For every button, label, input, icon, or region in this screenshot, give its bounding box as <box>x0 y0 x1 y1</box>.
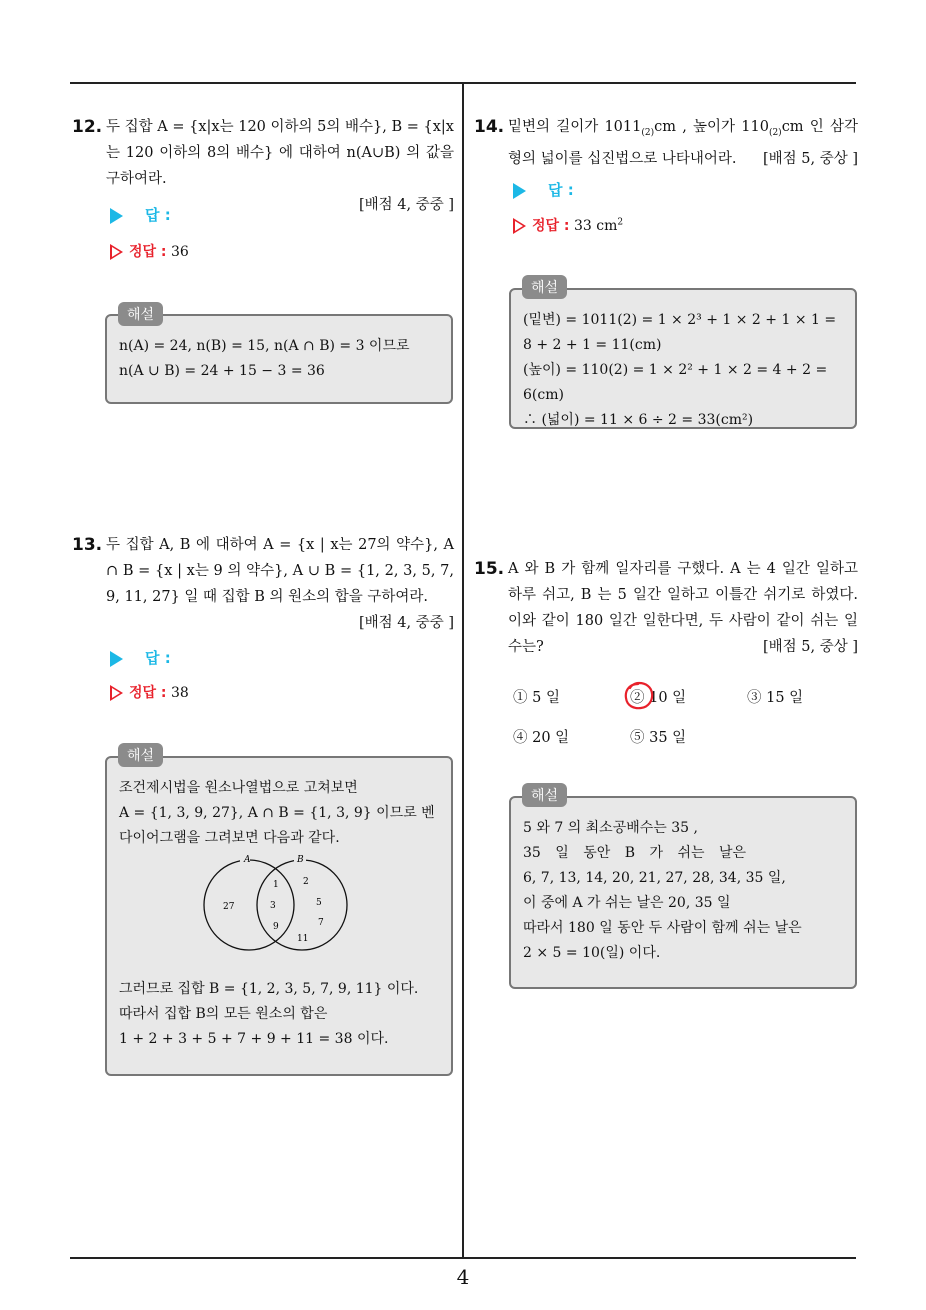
venn-label-a: A <box>244 855 251 865</box>
choice-5[interactable]: ⑤ 35 일 <box>630 730 687 746</box>
choice-4[interactable]: ④ 20 일 <box>513 730 570 746</box>
venn-only-a: 27 <box>223 902 235 912</box>
problem-meta: [배점 4, 중중 ] <box>358 197 454 213</box>
play-icon <box>110 651 123 667</box>
choice-1[interactable]: ① 5 일 <box>513 690 560 706</box>
solution-box: n(A) = 24, n(B) = 15, n(A ∩ B) = 3 이므로 n(A ∪ B) = 24 + 15 − 3 = 36 <box>105 314 453 404</box>
venn-diagram <box>119 853 439 973</box>
solution-tab: 해설 <box>118 302 163 326</box>
answer-circle-mark <box>622 680 656 712</box>
problem-15 <box>474 556 858 660</box>
problem-12 <box>72 114 454 218</box>
venn-label-b: B <box>297 855 304 865</box>
problem-meta: [배점 5, 중상 ] <box>762 150 858 167</box>
problem-meta: [배점 5, 중상 ] <box>762 639 858 655</box>
problem-text: 두 집합 A = {x|x는 120 이하의 5의 배수}, B = {x|x는 120 이하의 8의 배수} 에 대하여 n(A∪B) 의 값을 구하여라. [배점 4, 중중 ] <box>106 114 454 218</box>
answer-row[interactable]: 답 : <box>513 179 574 200</box>
venn-only-b: 2 <box>303 877 309 887</box>
solution-box: 조건제시법을 원소나열법으로 고쳐보면 A = {1, 3, 9, 27}, A ∩ B = {1, 3, 9} 이므로 벤 다이어그램을 그려보면 다음과 같다. A B 27 1 3 9 2 5 7 11 그러므로 집합 B = {1, 2, 3, 5, 7, 9, 11} 이다. 따라서 집합 B의 모든 원소의 합은 1 + 2 + 3 + 5 + 7 + 9 + 11 = 38 이다. <box>105 756 453 1076</box>
venn-only-b: 11 <box>297 934 309 944</box>
solution-tab: 해설 <box>118 743 163 767</box>
problem-text: 밑변의 길이가 $1011_{(2)}cm$ , 높이가 $110_{(2)}cm$ 인 삼각형의 넓이를 십진법으로 나타내어라. [배점 5, 중상 ] <box>508 114 858 172</box>
problem-13 <box>72 532 454 636</box>
venn-both: 1 <box>273 880 279 890</box>
solution-tab: 해설 <box>522 783 567 807</box>
outline-triangle-icon <box>110 685 123 701</box>
correct-answer: 정답 : 38 <box>110 682 189 702</box>
solution-box: 5 와 7 의 최소공배수는 35 , 35 일 동안 B 가 쉬는 날은 6, 7, 13, 14, 20, 21, 27, 28, 34, 35 일, 이 중에 A 가 쉬는 날은 20, 35 일 따라서 180 일 동안 두 사람이 함께 쉬는 날은 2 × 5 = 10(일) 이다. <box>509 796 857 989</box>
outline-triangle-icon <box>110 244 123 260</box>
solution-tab: 해설 <box>522 275 567 299</box>
venn-circle-a <box>204 860 294 950</box>
problem-meta: [배점 4, 중중 ] <box>358 615 454 631</box>
choice-3[interactable]: ③ 15 일 <box>747 690 804 706</box>
play-icon <box>513 183 526 199</box>
answer-row[interactable]: 답 : <box>110 204 171 225</box>
bottom-rule <box>70 1257 856 1259</box>
problem-number: 13. <box>72 535 103 555</box>
venn-only-b: 7 <box>318 918 324 928</box>
venn-both: 9 <box>273 922 279 932</box>
problem-number: 12. <box>72 117 103 137</box>
column-divider <box>462 82 464 1259</box>
solution-box: (밑변) = 1011(2) = 1 × 2³ + 1 × 2 + 1 × 1 = 8 + 2 + 1 = 11(cm) (높이) = 110(2) = 1 × 2² + 1 × 2 = 4 + 2 = 6(cm) ∴ (넓이) = 11 × 6 ÷ 2 = 33(cm²) <box>509 288 857 429</box>
answer-row[interactable]: 답 : <box>110 647 171 668</box>
venn-both: 3 <box>270 901 276 911</box>
play-icon <box>110 208 123 224</box>
problem-number: 14. <box>474 117 505 137</box>
venn-only-b: 5 <box>316 898 322 908</box>
problem-14 <box>474 114 858 172</box>
problem-text: A 와 B 가 함께 일자리를 구했다. A 는 4 일간 일하고 하루 쉬고, B 는 5 일간 일하고 이틀간 쉬기로 하였다. 이와 같이 180 일간 일한다면, 두 사람이 같이 쉬는 일수는? [배점 5, 중상 ] <box>508 556 858 660</box>
problem-number: 15. <box>474 559 505 579</box>
choice-2[interactable]: ② 10 일 <box>630 690 687 706</box>
problem-text: 두 집합 A, B 에 대하여 A = {x | x는 27의 약수}, A ∩ B = {x | x는 9 의 약수}, A ∪ B = {1, 2, 3, 5, 7, 9, 11, 27} 일 때 집합 B 의 원소의 합을 구하여라. [배점 4, 중중 ] <box>106 532 454 636</box>
correct-answer: 정답 : 33 $cm^2$ <box>513 215 623 235</box>
outline-triangle-icon <box>513 218 526 234</box>
page-number: 4 <box>456 1265 470 1289</box>
correct-answer: 정답 : 36 <box>110 241 189 261</box>
